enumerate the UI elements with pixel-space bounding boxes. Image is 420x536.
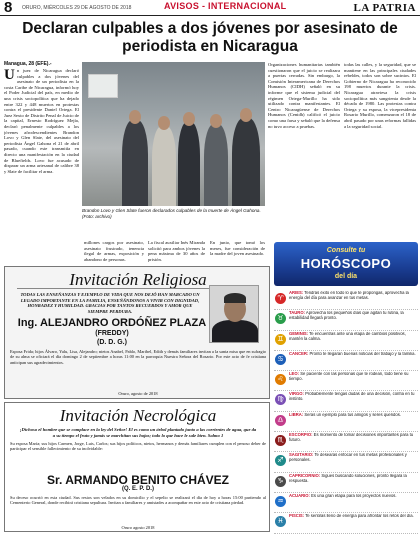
capricorn-icon: ♑ [275,476,286,487]
zodiac-text: Pronto te llegarán buenas noticias del trabajo y la familia. [309,351,416,356]
zodiac-list [274,290,418,534]
pisces-icon: ♓ [275,516,286,527]
notice-signature: Oruro, agosto de 2018 [118,391,158,396]
banner-title: HORÓSCOPO [300,256,392,271]
issue-date: ORURO, MIÉRCOLES 29 DE AGOSTO DE 2018 [22,5,132,11]
zodiac-name: SAGITARIO: [289,453,314,458]
scorpio-icon: ♏ [275,435,286,446]
portrait-body [212,320,258,343]
notice-verse: TODAS LAS ENSEÑANZAS Y EJEMPLO DE VIDA QUE NOS DEJÓ HAN MARCADO UN LEGADO IMPORTANTE EN LA FAMILIA, ENSEÑÁNDONOS A VIVIR CON DIGNIDAD, HONRADEZ Y HUMILDAD. GRACIAS POR TANTOS RECUERDOS Y AMOR QUE SIEMPRE PERDURA. [20,292,200,314]
zodiac-item [274,412,418,432]
portrait-photo [209,285,259,343]
drop-cap: U [4,68,15,83]
zodiac-name: TAURO: [289,311,305,316]
section-label: AVISOS - INTERNACIONAL [164,1,287,11]
zodiac-text: Te desearás enfocar en tus metas profesionales y personales. [289,453,407,463]
banner-subtitle: del día [334,273,358,280]
article-headline: Declaran culpables a dos jóvenes por asesinato de periodista en Nicaragua [22,20,398,55]
article-column-2: Organizaciones humanitarias también cuestionaron que el juicio se realizara a puertas cerradas. Sin embargo, la Comisión Interamericana de Derechos Humanos (CIDH) señaló en su informe que el sistema judicial del régimen Ortega-Murillo ha sido utilizado contra manifestantes. El Centro Nicaragüense de Derechos Humanos (Cenidh) calificó el juicio como una farsa y señaló que la defensa no tuvo acceso a pruebas. [268,62,340,129]
notice-intro: Su esposa María; sus hijos Carmen, Jorge, Luis, Carlos; sus hijos políticos, nietos, hermanos y demás familiares cumplen con el penoso deber de participar el sensible fallecimiento de su inolvidable: [10,441,266,452]
horoscope-banner [274,242,418,286]
photo-figure [204,124,228,206]
notice-verse: ¡Dichoso el hombre que se complace en la ley del Señor! El es como un árbol plantado junto a las corrientes de agua, que da a su tiempo el fruto y jamás se marchitan sus hojas; todo lo que hace le sale bien. Salmo 1 [19,427,257,438]
zodiac-text: Probablemente tengas dudas de una decisión, confía en tu instinto. [289,392,415,402]
zodiac-text: Aprovecha los pequeños días que agitan tu rutina, la estabilidad llegará pronto. [289,311,404,321]
article-subcolumn-2: La fiscal auxiliar Inés Miranda solicitó para ambos jóvenes la pena máxima de 30 años de prisión. [148,240,205,262]
aries-icon: ♈ [275,293,286,304]
zodiac-item [274,432,418,452]
horoscope-section [274,242,418,534]
photo-figure [232,118,260,206]
photo-head [158,116,170,130]
notice-title: Invitación Religiosa [69,270,207,289]
deceased-nickname: (FREDDY) [95,330,129,337]
zodiac-name: LIBRA: [289,412,304,417]
zodiac-text: Te encuentras ante una etapa de cambios positivos, mantén la calma. [289,331,406,341]
zodiac-text: Es momento de tomar decisiones importantes para tu futuro. [289,433,414,442]
zodiac-name: CÁNCER: [289,351,309,356]
taurus-icon: ♉ [275,313,286,324]
article-subcolumn-3: En junio, que tomó los meses, fue consideración de la madre del joven asesinado. [210,240,265,257]
photo-figure [152,126,176,206]
zodiac-name: PISCIS: [289,514,305,519]
zodiac-item [274,371,418,391]
zodiac-text: Sé paciente con las personas que te rodean, todo tiene su tiempo. [289,372,409,382]
zodiac-item [274,493,418,513]
notice-title: Invitación Necrológica [59,406,217,425]
zodiac-text: Serás un ejemplo para tus amigos y seres queridos. [304,412,401,417]
photo-head [129,110,141,124]
zodiac-name: LEO: [289,372,300,377]
article-text-1: n juez de Nicaragua declaró culpables a dos jóvenes del asesinato de un periodista en la costa Caribe de Nicaragua, informó hoy el Poder Judicial del país, en medio de una crisis sociopolítica que ha dejado entre 322 y 448 muertos en protestas contra el presidente Daniel Ortega. El Juez Sexto de Distrito Penal de Juicio de la capital, Ernesto Rodríguez Mejía, declaró penalmente culpables a los jóvenes afrodescendientes Brandon Lovo y Glen Slate, del asesinato del periodista Ángel Gahona el 21 de abril pasado, cuando este transmitía en directo una manifestación en la ciudad de Bluefields. Lovo fue acusado de disparar un arma artesanal de calibre 38 y Slate de facilitar el arma. [4,68,79,174]
photo-figure [122,120,148,206]
banner-kicker: Consulte tu [326,247,366,254]
newspaper-brand: LA PATRIA [353,2,416,14]
deceased-tag: (Q. E. P. D.) [122,486,154,492]
libra-icon: ♎ [275,415,286,426]
cancer-icon: ♋ [275,354,286,365]
aquarius-icon: ♒ [275,496,286,507]
article-subcolumn-1: millones cargos por asesinato, asesinato frustrado, tenencia ilegal de armas, exposición y abandono de personas. [84,240,144,262]
zodiac-item [274,310,418,330]
virgo-icon: ♍ [275,394,286,405]
article-column-3: todas las calles, y la seguridad, que se mantiene en las principales ciudades rebeldes, todos son sobre sucintos. El Gobierno de Nicaragua ha reconocido 198 muertos durante la crisis. Nicaragua atraviesa la crisis sociopolítica más sangrienta desde la década de 1980. Las protestas contra Ortega y su esposa, la vicepresidenta Rosario Murillo, comenzaron el 18 de abril pasado por unas reformas fallidas a la seguridad social. [344,62,416,129]
article-dateline: Managua, 28 (EFE).- [4,61,52,67]
photo-figure [178,122,200,206]
photo-head [210,114,222,128]
zodiac-name: VIRGO: [289,392,304,397]
zodiac-name: CAPRICORNIO: [289,473,321,478]
zodiac-item [274,391,418,411]
deceased-name: Sr. ARMANDO BENITO CHÁVEZ [46,473,229,487]
zodiac-item [274,452,418,472]
page-header [0,0,420,16]
zodiac-item [274,290,418,310]
leo-icon: ♌ [275,374,286,385]
zodiac-name: ARIES: [289,291,304,295]
photo-caption: Brandon Lovo y Glen Slate fueron declarados culpables de la muerte de Ángel Gahona. (Foto: archivo) [82,208,261,219]
zodiac-item [274,513,418,533]
zodiac-item [274,331,418,351]
sagittarius-icon: ♐ [275,455,286,466]
zodiac-item [274,351,418,371]
religious-invitation-notice [4,266,270,399]
gemini-icon: ♊ [275,334,286,345]
article-photo [82,62,265,206]
zodiac-name: GÉMINIS: [289,331,309,336]
zodiac-name: ACUARIO: [289,493,310,498]
zodiac-text: Sigues buscando soluciones, pronto llegará la respuesta. [289,473,407,483]
photo-background-board [88,74,118,98]
zodiac-text: Tendrás éxito en todo lo que te propongas, aprovecha la energía del día para avanzar en tus metas. [289,291,409,300]
portrait-hair [224,293,246,303]
deceased-tag: (D. D. G.) [97,339,127,346]
photo-head [240,108,252,122]
deceased-name: Ing. ALEJANDRO ORDÓÑEZ PLAZA [17,317,207,329]
notice-signature: Oruro agosto 2018 [121,525,155,530]
zodiac-name: ESCORPIO: [289,433,313,438]
page-number: 8 [4,0,13,16]
zodiac-text: Es una gran etapa para los proyectos nuevos. [311,493,397,498]
necrological-invitation-notice [4,402,270,532]
zodiac-text: Te sentirás lleno de energía para afrontar los retos del día. [305,514,414,519]
article-column-1 [4,68,79,261]
photo-head [183,112,195,126]
notice-body: Su deceso ocurrió en esta ciudad. Sus restos son velados en su domicilio y el sepelio se realizará el día de hoy a horas 15:00 partiendo al Cementerio General, donde recibirá cristiana sepultura. Invitan a familiares y amistades a acompañar en este acto de cristiana piedad. [10,495,266,506]
notice-body: Esposa Frida; hijos Álvaro, Yalu, Lisa, Alejandro; nietos Anabel, Pablo, Maribel, Edith y demás familiares invitan a la santa misa que en sufragio de su alma se oficiará el día domingo 2 de septiembre a horas 11:00 en la parroquia Nuestra Señora del Rosario. Por este acto de fe cristiana anticipan sus agradecimientos. [10,349,266,365]
zodiac-item [274,473,418,493]
